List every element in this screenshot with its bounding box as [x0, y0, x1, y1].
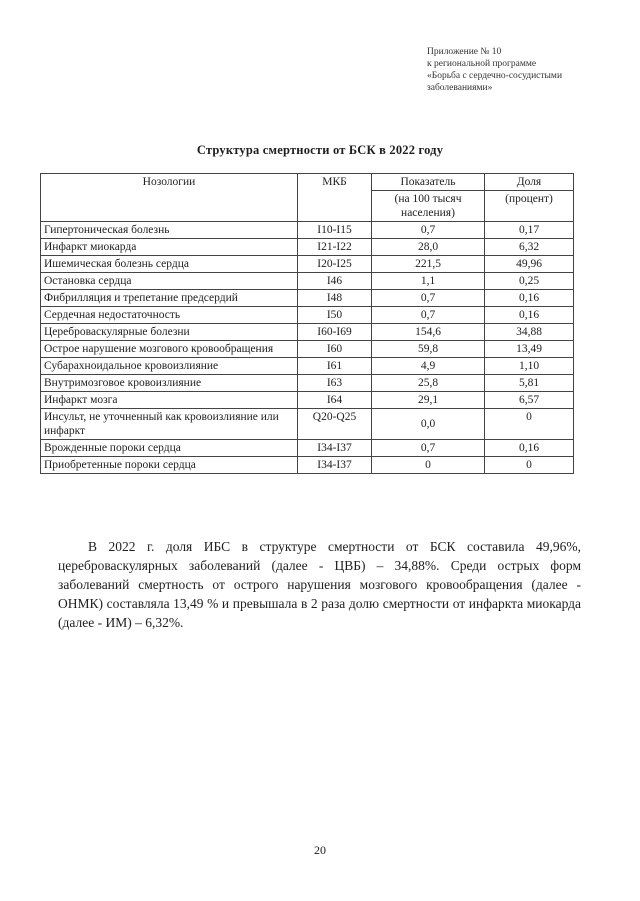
summary-text [58, 537, 581, 632]
mortality-table [40, 173, 574, 474]
table-row [41, 409, 574, 440]
indicator-cell: 154,6 [372, 324, 485, 341]
mkb-cell: I21-I22 [298, 239, 372, 256]
indicator-cell: 0,7 [372, 222, 485, 239]
table-row [41, 341, 574, 358]
mkb-cell: I61 [298, 358, 372, 375]
table-row [41, 273, 574, 290]
share-cell: 5,81 [485, 375, 574, 392]
share-cell: 13,49 [485, 341, 574, 358]
nosology-cell: Острое нарушение мозгового кровообращения [41, 341, 298, 358]
mkb-cell: I60-I69 [298, 324, 372, 341]
mkb-cell: I34-I37 [298, 440, 372, 457]
share-cell: 6,32 [485, 239, 574, 256]
nosology-cell: Приобретенные пороки сердца [41, 457, 298, 474]
indicator-cell: 1,1 [372, 273, 485, 290]
indicator-cell: 0,7 [372, 440, 485, 457]
table-row [41, 324, 574, 341]
table-row [41, 307, 574, 324]
share-cell: 0 [485, 457, 574, 474]
table-row [41, 440, 574, 457]
mkb-cell: I48 [298, 290, 372, 307]
subheader-indicator-unit: (на 100 тысяч населения) [372, 191, 485, 222]
share-cell: 0,17 [485, 222, 574, 239]
share-cell: 0,25 [485, 273, 574, 290]
indicator-cell: 29,1 [372, 392, 485, 409]
indicator-cell: 0,7 [372, 307, 485, 324]
page-number: 20 [314, 843, 326, 857]
table-row [41, 290, 574, 307]
indicator-cell: 59,8 [372, 341, 485, 358]
table-row [41, 375, 574, 392]
share-cell: 1,10 [485, 358, 574, 375]
appendix-line: «Борьба с сердечно-сосудистыми [427, 71, 563, 81]
subheader-share-unit: (процент) [485, 191, 574, 222]
share-cell: 0 [485, 409, 574, 440]
nosology-cell: Внутримозговое кровоизлияние [41, 375, 298, 392]
table-row [41, 392, 574, 409]
indicator-cell: 0,7 [372, 290, 485, 307]
mkb-cell: I63 [298, 375, 372, 392]
indicator-cell: 221,5 [372, 256, 485, 273]
appendix-note [427, 46, 627, 94]
mkb-cell: I10-I15 [298, 222, 372, 239]
nosology-cell: Субарахноидальное кровоизлияние [41, 358, 298, 375]
mkb-cell: I46 [298, 273, 372, 290]
header-share: Доля [485, 174, 574, 191]
mkb-cell: I50 [298, 307, 372, 324]
mkb-cell: I34-I37 [298, 457, 372, 474]
nosology-cell: Врожденные пороки сердца [41, 440, 298, 457]
mkb-cell: I60 [298, 341, 372, 358]
nosology-cell: Остановка сердца [41, 273, 298, 290]
table-row [41, 457, 574, 474]
table-body [41, 222, 574, 474]
nosology-cell: Инсульт, не уточненный как кровоизлияние или инфаркт [41, 409, 298, 440]
mkb-cell: I20-I25 [298, 256, 372, 273]
summary-paragraph: В 2022 г. доля ИБС в структуре смертности от БСК составила 49,96%, цереброваскулярных заболеваний (далее - ЦВБ) – 34,88%. Среди острых форм заболеваний смертность от острого нарушения мозгового кровообращения (далее - ОНМК) составляла 13,49 % и превышала в 2 раза долю смертности от инфаркта миокарда (далее - ИМ) – 6,32%. [58, 539, 581, 630]
appendix-line: к региональной программе [427, 59, 537, 69]
nosology-cell: Сердечная недостаточность [41, 307, 298, 324]
share-cell: 0,16 [485, 440, 574, 457]
indicator-cell: 4,9 [372, 358, 485, 375]
header-nosology: Нозологии [41, 174, 298, 222]
table-row [41, 222, 574, 239]
nosology-cell: Цереброваскулярные болезни [41, 324, 298, 341]
header-indicator: Показатель [372, 174, 485, 191]
table-title: Структура смертности от БСК в 2022 году [196, 143, 444, 157]
indicator-cell: 0,0 [372, 409, 485, 440]
share-cell: 34,88 [485, 324, 574, 341]
table-row [41, 256, 574, 273]
appendix-line: заболеваниями» [427, 83, 493, 93]
header-mkb: МКБ [298, 174, 372, 222]
nosology-cell: Ишемическая болезнь сердца [41, 256, 298, 273]
share-cell: 49,96 [485, 256, 574, 273]
nosology-cell: Инфаркт миокарда [41, 239, 298, 256]
nosology-cell: Фибрилляция и трепетание предсердий [41, 290, 298, 307]
mkb-cell: Q20-Q25 [298, 409, 372, 440]
mkb-cell: I64 [298, 392, 372, 409]
indicator-cell: 25,8 [372, 375, 485, 392]
indicator-cell: 0 [372, 457, 485, 474]
share-cell: 6,57 [485, 392, 574, 409]
table-row [41, 239, 574, 256]
share-cell: 0,16 [485, 307, 574, 324]
nosology-cell: Инфаркт мозга [41, 392, 298, 409]
table-row [41, 358, 574, 375]
indicator-cell: 28,0 [372, 239, 485, 256]
table-header-row [41, 174, 574, 191]
share-cell: 0,16 [485, 290, 574, 307]
appendix-line: Приложение № 10 [427, 47, 502, 57]
nosology-cell: Гипертоническая болезнь [41, 222, 298, 239]
